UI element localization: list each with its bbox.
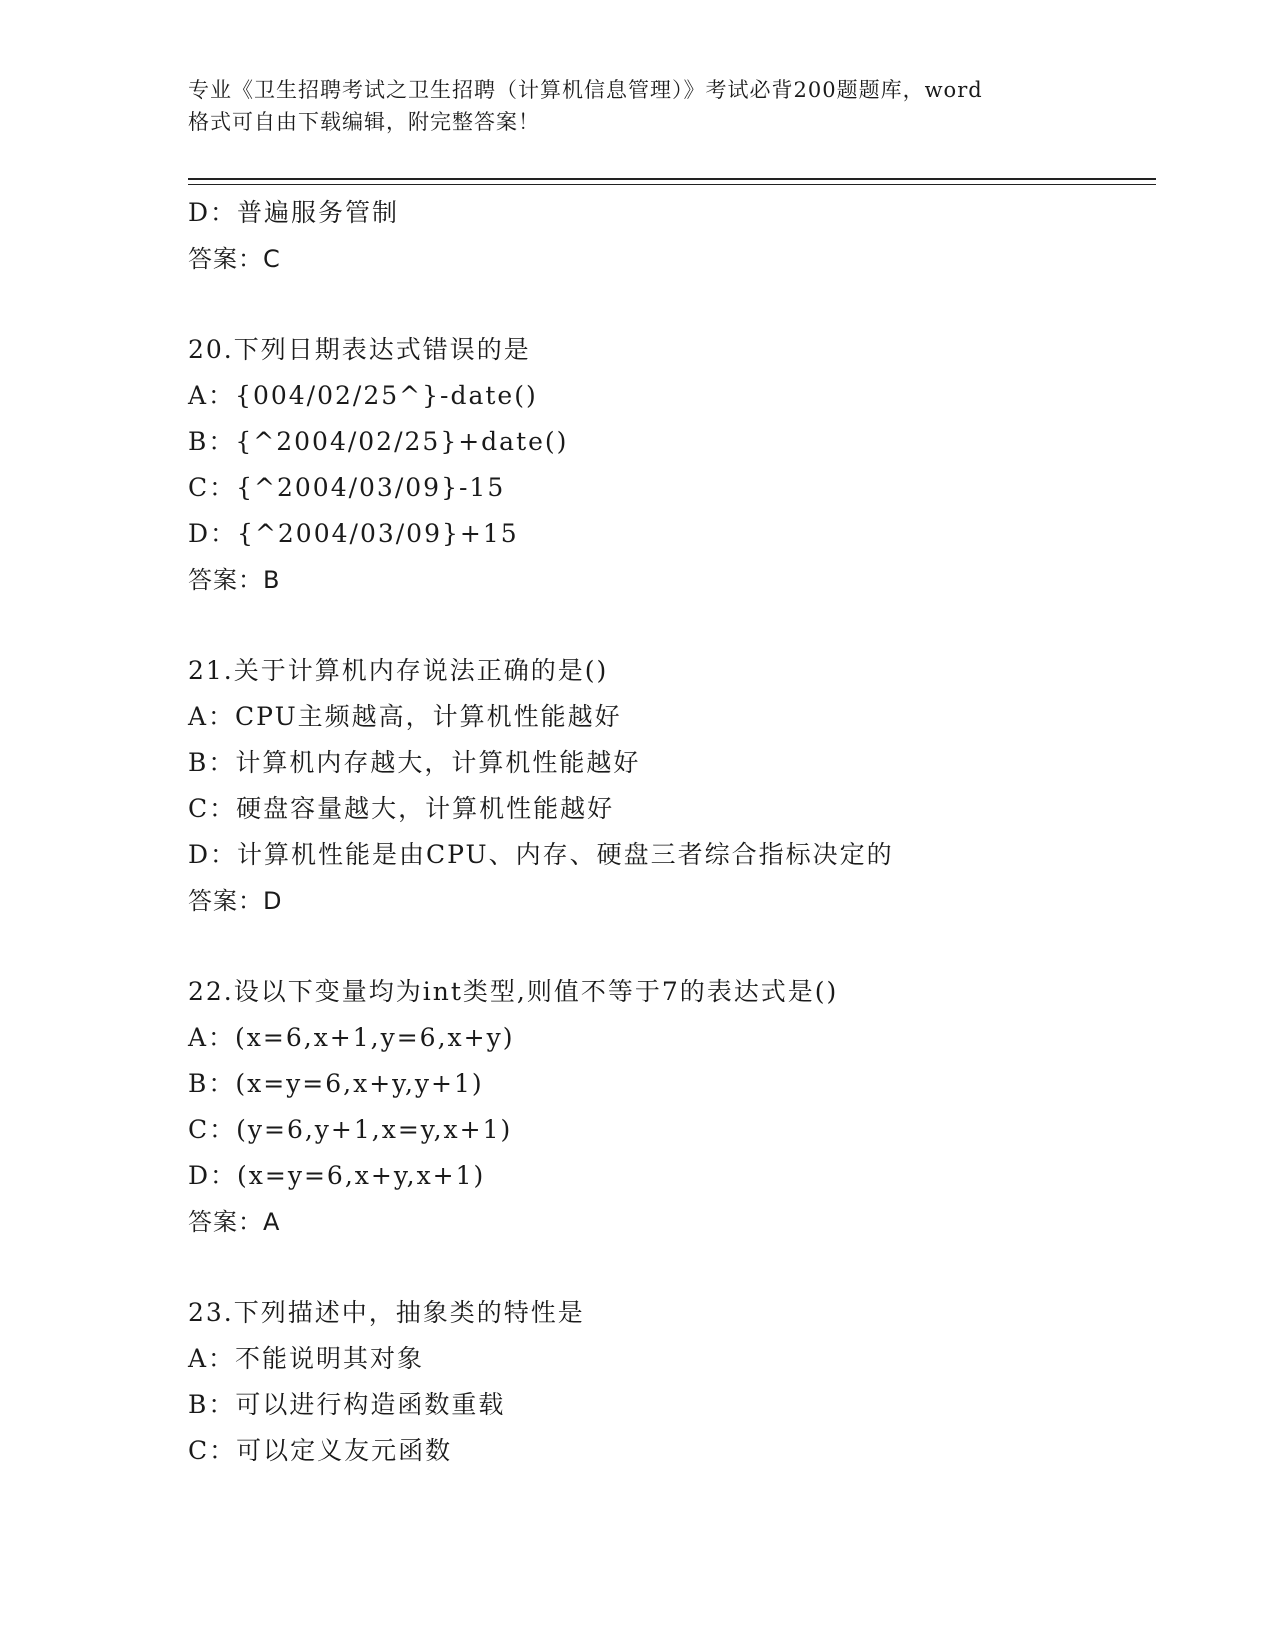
- question-21-option-b: B：计算机内存越大，计算机性能越好: [188, 748, 641, 777]
- question-21-option-a: A：CPU主频越高，计算机性能越好: [188, 702, 622, 731]
- header-rule-thin: [188, 184, 1156, 185]
- question-21-stem: 21.关于计算机内存说法正确的是(): [188, 656, 609, 685]
- question-23-stem: 23.下列描述中，抽象类的特性是: [188, 1298, 585, 1327]
- question-20-stem: 20.下列日期表达式错误的是: [188, 335, 531, 364]
- question-20-option-d: D：{^2004/03/09}+15: [188, 519, 519, 548]
- question-21-option-d: D：计算机性能是由CPU、内存、硬盘三者综合指标决定的: [188, 840, 894, 869]
- question-20-option-c: C：{^2004/03/09}-15: [188, 473, 506, 502]
- question-23-option-b: B：可以进行构造函数重载: [188, 1390, 506, 1419]
- header-line-2: 格式可自由下载编辑，附完整答案！: [188, 110, 540, 134]
- lead-option-d: D：普遍服务管制: [188, 198, 400, 227]
- question-22-option-b: B：(x=y=6,x+y,y+1): [188, 1069, 484, 1098]
- lead-answer: 答案：C: [188, 245, 281, 273]
- question-22-option-c: C：(y=6,y+1,x=y,x+1): [188, 1115, 513, 1144]
- header-rule-thick: [188, 178, 1156, 180]
- question-22-option-a: A：(x=6,x+1,y=6,x+y): [188, 1023, 515, 1052]
- question-20-option-b: B：{^2004/02/25}+date(): [188, 427, 569, 456]
- header-line-1: 专业《卫生招聘考试之卫生招聘（计算机信息管理）》考试必背200题题库，word: [188, 78, 983, 102]
- question-list: [188, 190, 1156, 1474]
- question-21-option-c: C：硬盘容量越大，计算机性能越好: [188, 794, 615, 823]
- question-23-option-c: C：可以定义友元函数: [188, 1436, 453, 1465]
- document-header: [188, 74, 1088, 138]
- question-20-answer: 答案：B: [188, 566, 281, 594]
- question-21-answer: 答案：D: [188, 887, 283, 915]
- question-20-option-a: A：{004/02/25^}-date(): [188, 381, 538, 410]
- question-22-option-d: D：(x=y=6,x+y,x+1): [188, 1161, 486, 1190]
- question-23-option-a: A：不能说明其对象: [188, 1344, 425, 1373]
- question-22-answer: 答案：A: [188, 1208, 281, 1236]
- question-22-stem: 22.设以下变量均为int类型,则值不等于7的表达式是(): [188, 977, 839, 1006]
